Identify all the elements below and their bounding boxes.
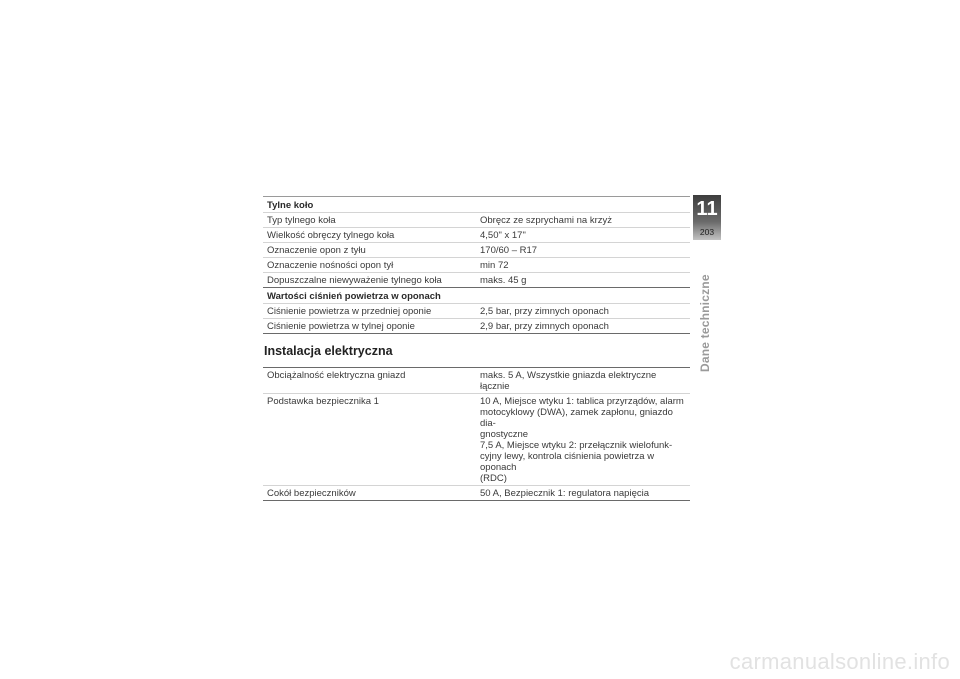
table-row — [263, 258, 690, 273]
chapter-number: 11 — [696, 198, 718, 220]
spec-label: Oznaczenie nośności opon tył — [263, 258, 476, 273]
spec-value: Obręcz ze szprychami na krzyż — [476, 213, 690, 228]
rear-wheel-heading-row — [263, 197, 690, 213]
spec-value: 2,9 bar, przy zimnych oponach — [476, 319, 690, 334]
table-row — [263, 213, 690, 228]
spec-label: Typ tylnego koła — [263, 213, 476, 228]
spec-value: 50 A, Bezpiecznik 1: regulatora napięcia — [476, 486, 690, 501]
table-row — [263, 243, 690, 258]
spec-value: 2,5 bar, przy zimnych oponach — [476, 304, 690, 319]
spec-value: maks. 45 g — [476, 273, 690, 288]
spec-label: Wielkość obręczy tylnego koła — [263, 228, 476, 243]
spec-value: min 72 — [476, 258, 690, 273]
table-row — [263, 228, 690, 243]
table-row — [263, 319, 690, 334]
spec-label: Obciążalność elektryczna gniazd — [263, 368, 476, 394]
table-row — [263, 273, 690, 288]
watermark: carmanualsonline.info — [729, 649, 950, 674]
spec-label: Dopuszczalne niewyważenie tylnego koła — [263, 273, 476, 288]
table-row — [263, 394, 690, 486]
spec-label: Ciśnienie powietrza w przedniej oponie — [263, 304, 476, 319]
spec-value: maks. 5 A, Wszystkie gniazda elektryczne łącznie — [476, 368, 690, 394]
electrical-section-title: Instalacja elektryczna — [264, 344, 393, 358]
electrical-table — [263, 367, 690, 501]
tire-pressure-heading: Wartości ciśnień powietrza w oponach — [263, 288, 690, 304]
spec-value: 170/60 – R17 — [476, 243, 690, 258]
table-row — [263, 486, 690, 501]
tire-pressure-heading-row — [263, 288, 690, 304]
chapter-label: Dane techniczne — [698, 274, 712, 372]
table-row — [263, 368, 690, 394]
spec-content — [263, 196, 690, 501]
spec-value: 10 A, Miejsce wtyku 1: tablica przyrządów, alarm motocyklowy (DWA), zamek zapłonu, gniazdo dia- gnostyczne 7,5 A, Miejsce wtyku 2: przełącznik wielofunk- cyjny lewy, kontrola ciśnienia powietrza w oponach (RDC) — [476, 394, 690, 486]
chapter-tab-area — [693, 195, 721, 237]
page-number: 203 — [699, 227, 715, 237]
rear-wheel-heading: Tylne koło — [263, 197, 690, 213]
spec-label: Oznaczenie opon z tyłu — [263, 243, 476, 258]
spec-label: Cokół bezpieczników — [263, 486, 476, 501]
spec-value: 4,50" x 17" — [476, 228, 690, 243]
table-row — [263, 304, 690, 319]
wheel-tire-table — [263, 196, 690, 334]
spec-label: Ciśnienie powietrza w tylnej oponie — [263, 319, 476, 334]
spec-label: Podstawka bezpiecznika 1 — [263, 394, 476, 486]
